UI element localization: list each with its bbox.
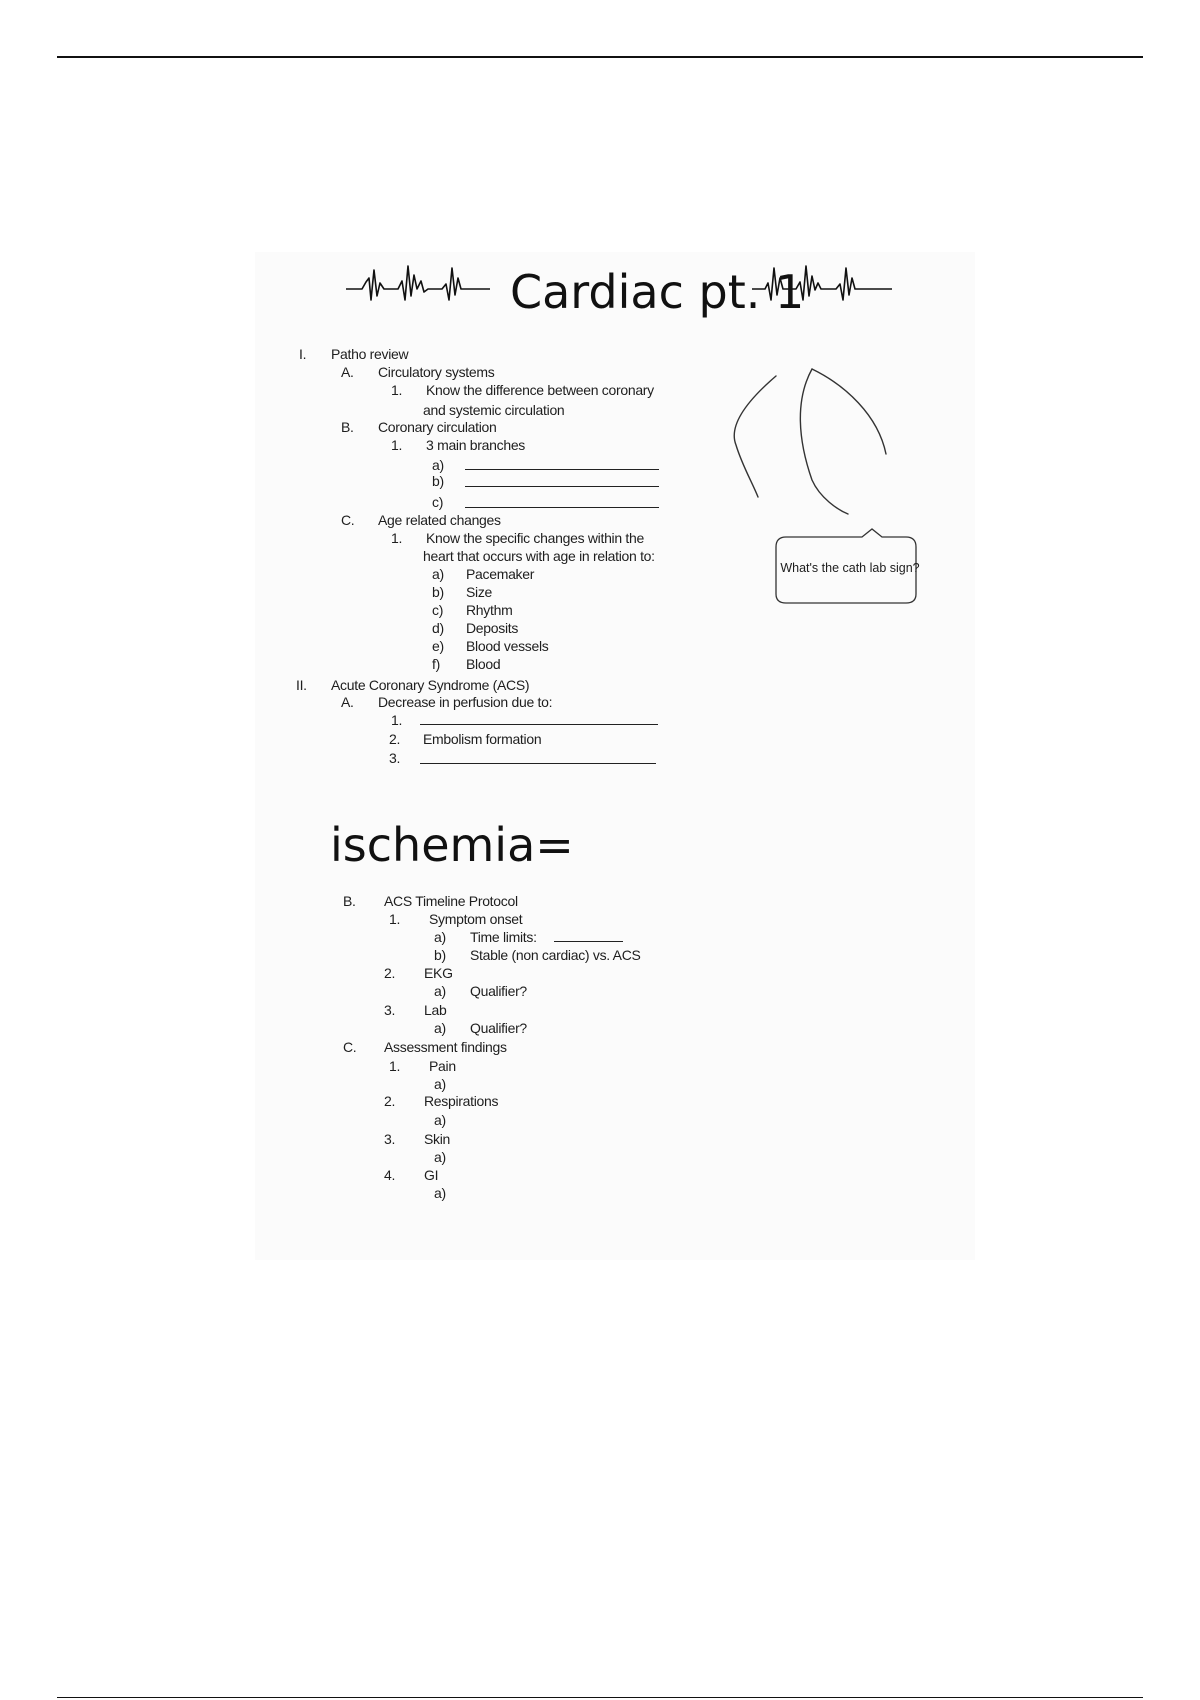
list-item-text: 3 main branches [426,437,526,453]
outline-number: 3. [389,750,401,766]
list-item-text: Respirations [424,1093,499,1109]
outline-letter: A. [341,364,354,380]
list-item-text: Stable (non cardiac) vs. ACS [470,947,641,963]
list-item-text: Qualifier? [470,983,527,999]
fill-in-blank [465,469,659,470]
fill-in-blank [420,763,656,764]
outline-number: 1. [389,911,401,927]
outline-letter: a) [434,1185,446,1201]
outline-letter: c) [432,602,444,618]
list-item-text: Qualifier? [470,1020,527,1036]
list-item-text: GI [424,1167,439,1183]
outline-letter: a) [432,457,444,473]
outline-number: 4. [384,1167,396,1183]
list-item-text: Pacemaker [466,566,535,582]
outline-number: 2. [384,965,396,981]
outline-letter: a) [434,1020,446,1036]
outline-numeral: I. [299,346,307,362]
outline-number: 3. [384,1131,396,1147]
fill-in-blank [554,941,623,942]
outline-letter: e) [432,638,444,654]
outline-letter: a) [432,566,444,582]
list-item-text: Know the difference between coronary [426,382,654,398]
ischemia-heading: ischemia= [330,818,574,872]
list-item-text: Rhythm [466,602,513,618]
subheading-circulatory: Circulatory systems [378,364,495,380]
hand-drawn-heart-sketch [734,369,886,514]
callout-text: What's the cath lab sign? [780,561,920,575]
list-item-text: Know the specific changes within the [426,530,644,546]
subheading-coronary: Coronary circulation [378,419,497,435]
outline-number: 1. [389,1058,401,1074]
outline-number: 1. [391,382,403,398]
subheading-assessment: Assessment findings [384,1039,507,1055]
list-item-text: Symptom onset [429,911,523,927]
bottom-rule [57,1697,1143,1698]
fill-in-blank [465,486,659,487]
outline-number: 1. [391,530,403,546]
outline-letter: a) [434,983,446,999]
list-item-text: Lab [424,1002,447,1018]
list-item-text: Deposits [466,620,519,636]
outline-letter: f) [432,656,440,672]
list-item-text: EKG [424,965,453,981]
list-item-text: and systemic circulation [423,402,565,418]
subheading-acs-timeline: ACS Timeline Protocol [384,893,518,909]
subheading-age-changes: Age related changes [378,512,501,528]
outline-number: 2. [389,731,401,747]
list-item-text: Blood vessels [466,638,549,654]
list-item-text: heart that occurs with age in relation to: [423,548,655,564]
list-item-text: Size [466,584,493,600]
outline-letter: a) [434,1112,446,1128]
outline-number: 1. [391,437,403,453]
outline-letter: B. [343,893,356,909]
fill-in-blank [465,507,659,508]
outline-letter: B. [341,419,354,435]
outline-letter: b) [434,947,446,963]
outline-letter: A. [341,694,354,710]
fill-in-blank [420,724,658,725]
ekg-wave-left-icon [346,266,490,300]
heading-acs: Acute Coronary Syndrome (ACS) [331,677,530,693]
outline-letter: a) [434,1076,446,1092]
outline-numeral: II. [296,677,307,693]
outline-number: 1. [391,712,403,728]
page-title: Cardiac pt. 1 [510,265,805,319]
list-item-text: Embolism formation [423,731,542,747]
list-item-text: Skin [424,1131,451,1147]
subheading-perfusion: Decrease in perfusion due to: [378,694,553,710]
outline-letter: C. [341,512,355,528]
heading-patho-review: Patho review [331,346,409,362]
list-item-text: Time limits: [470,929,537,945]
outline-letter: c) [432,494,444,510]
outline-letter: d) [432,620,444,636]
outline-letter: a) [434,929,446,945]
list-item-text: Pain [429,1058,456,1074]
outline-letter: C. [343,1039,357,1055]
outline-letter: b) [432,584,444,600]
outline-number: 2. [384,1093,396,1109]
list-item-text: Blood [466,656,501,672]
outline-letter: b) [432,473,444,489]
outline-letter: a) [434,1149,446,1165]
outline-number: 3. [384,1002,396,1018]
